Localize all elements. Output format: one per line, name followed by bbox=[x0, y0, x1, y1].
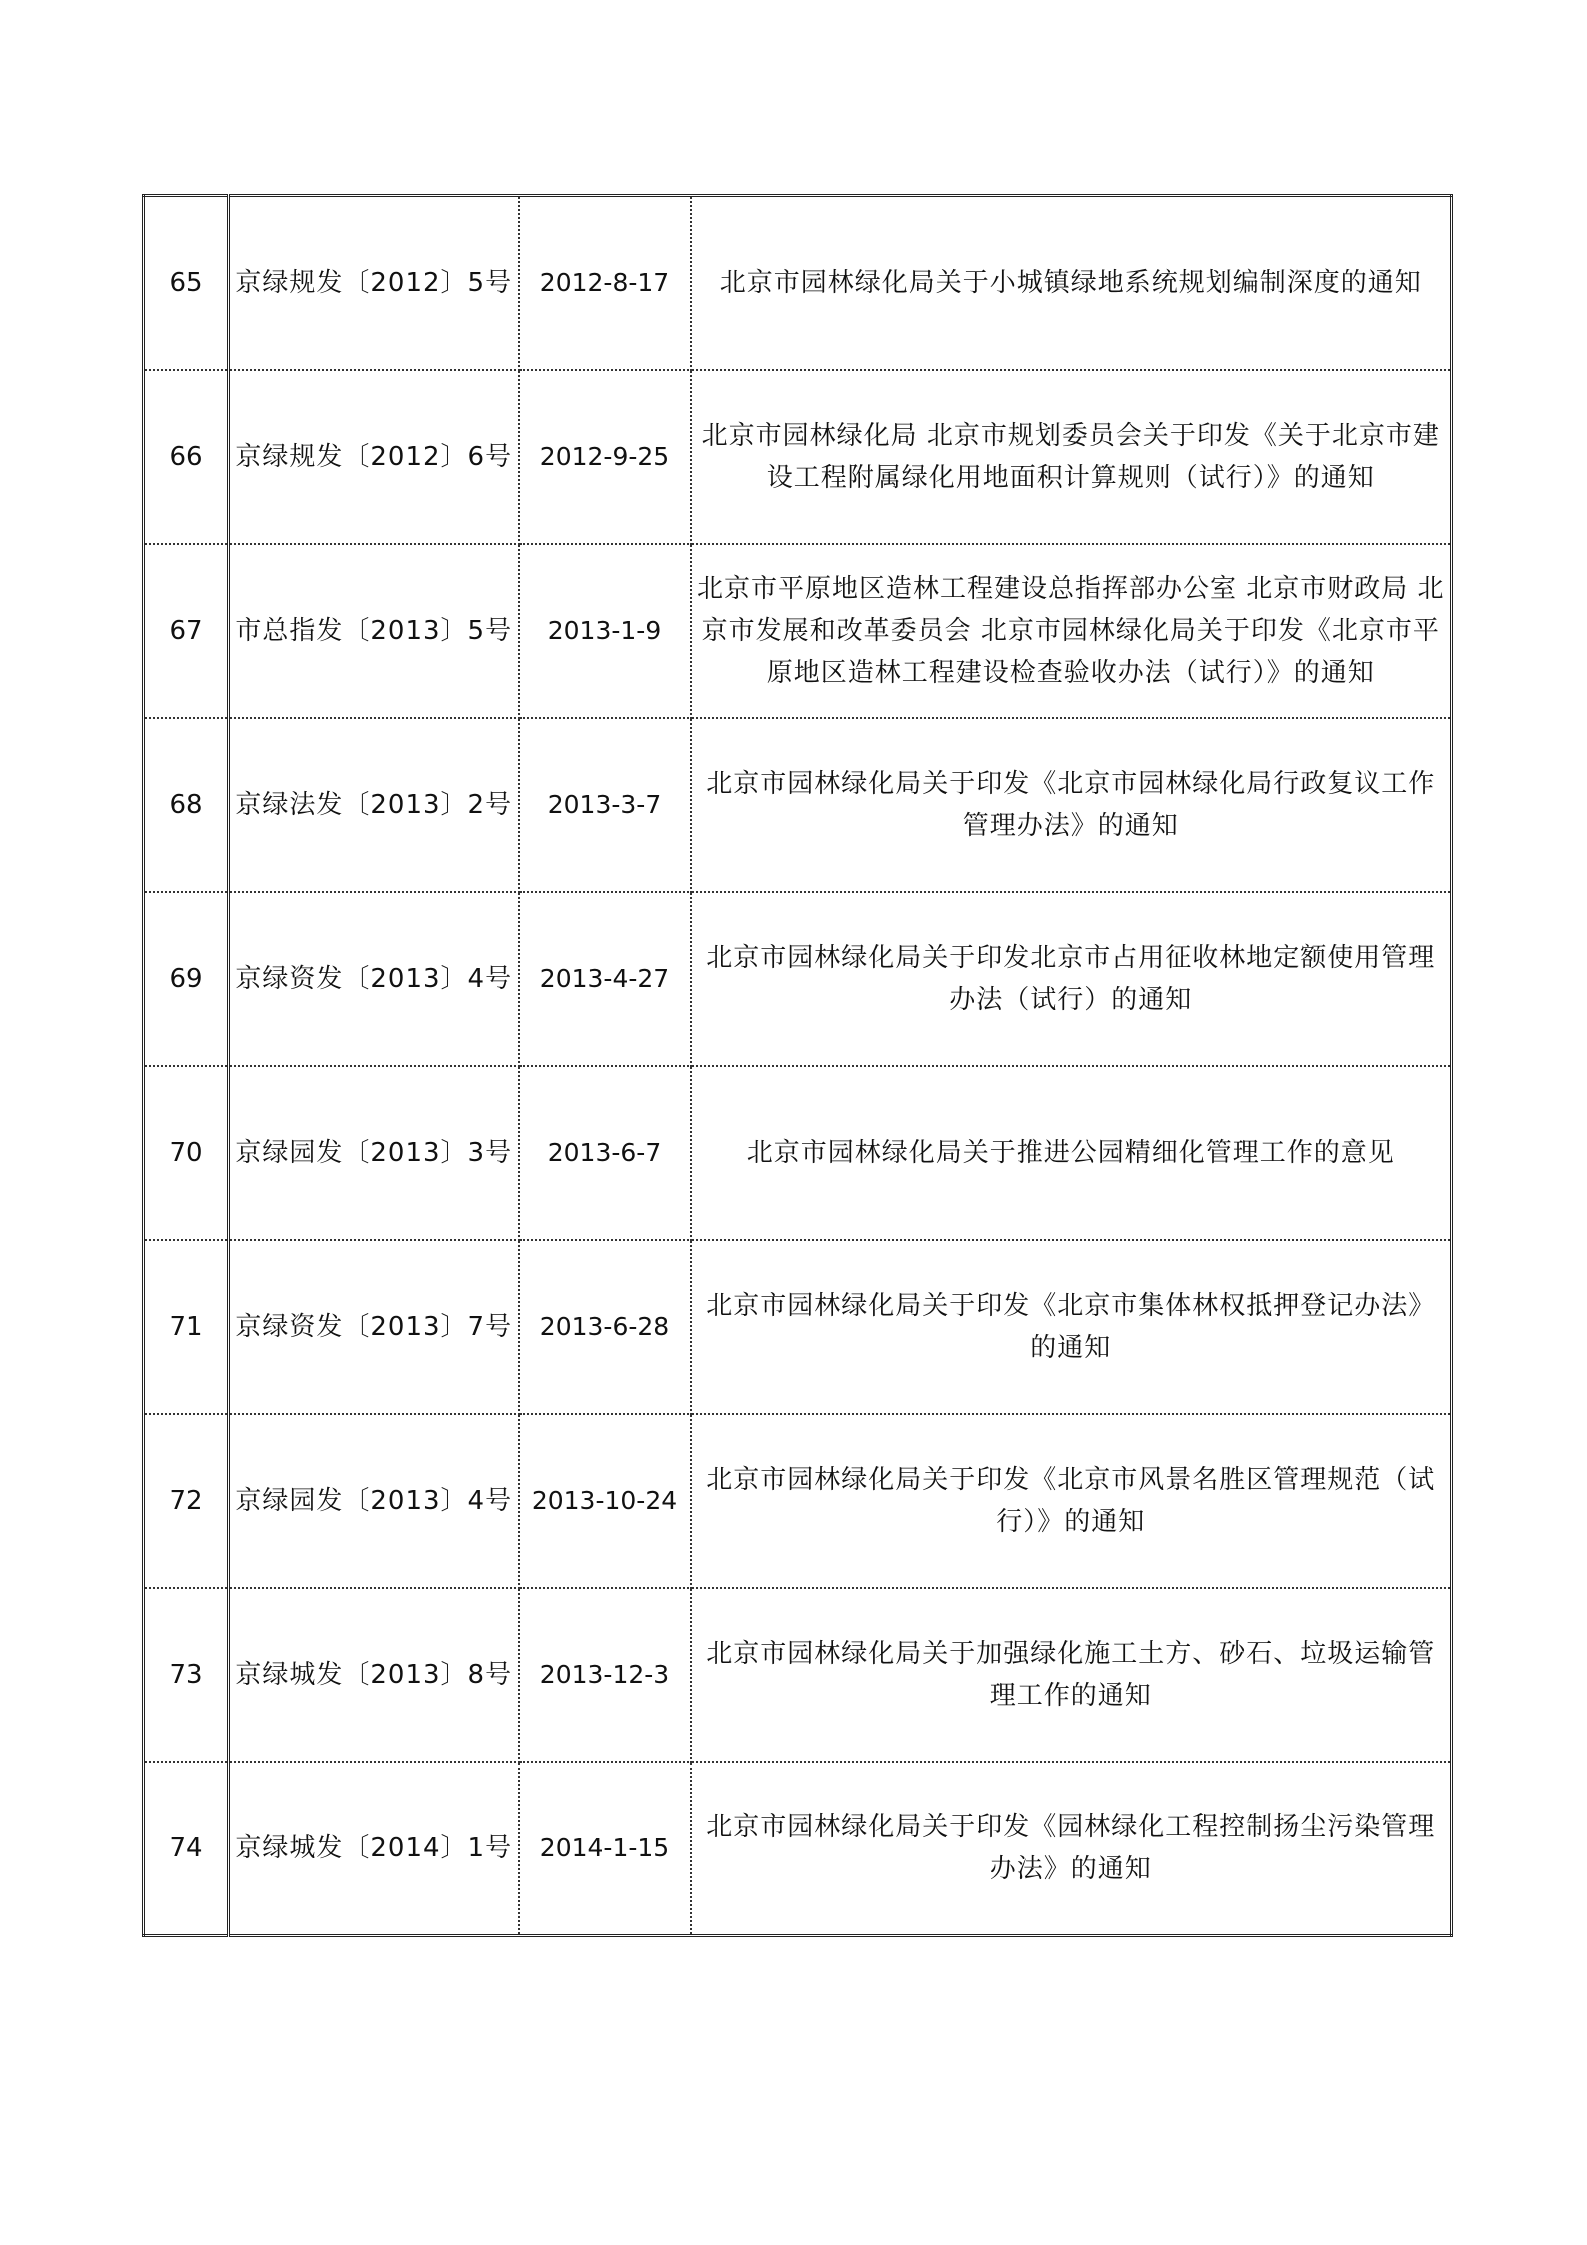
document-number: 京绿城发〔2013〕8号 bbox=[229, 1588, 519, 1762]
table-row bbox=[144, 1588, 1452, 1762]
issue-date: 2012-9-25 bbox=[519, 370, 691, 544]
document-number: 市总指发〔2013〕5号 bbox=[229, 544, 519, 718]
table-row bbox=[144, 892, 1452, 1066]
document-title: 北京市园林绿化局关于印发《北京市集体林权抵押登记办法》的通知 bbox=[691, 1240, 1452, 1414]
table-row bbox=[144, 1414, 1452, 1588]
row-number: 70 bbox=[144, 1066, 229, 1240]
document-title: 北京市园林绿化局关于推进公园精细化管理工作的意见 bbox=[691, 1066, 1452, 1240]
issue-date: 2013-12-3 bbox=[519, 1588, 691, 1762]
row-number: 71 bbox=[144, 1240, 229, 1414]
table-body bbox=[144, 196, 1452, 1936]
row-number: 67 bbox=[144, 544, 229, 718]
row-number: 73 bbox=[144, 1588, 229, 1762]
table-row bbox=[144, 544, 1452, 718]
document-title: 北京市园林绿化局关于印发北京市占用征收林地定额使用管理办法（试行）的通知 bbox=[691, 892, 1452, 1066]
table-row bbox=[144, 718, 1452, 892]
row-number: 69 bbox=[144, 892, 229, 1066]
document-number: 京绿城发〔2014〕1号 bbox=[229, 1762, 519, 1936]
issue-date: 2013-6-7 bbox=[519, 1066, 691, 1240]
document-title: 北京市园林绿化局关于印发《园林绿化工程控制扬尘污染管理办法》的通知 bbox=[691, 1762, 1452, 1936]
row-number: 72 bbox=[144, 1414, 229, 1588]
document-number: 京绿资发〔2013〕7号 bbox=[229, 1240, 519, 1414]
table-row bbox=[144, 1066, 1452, 1240]
document-number: 京绿法发〔2013〕2号 bbox=[229, 718, 519, 892]
issue-date: 2013-3-7 bbox=[519, 718, 691, 892]
document-title: 北京市园林绿化局关于小城镇绿地系统规划编制深度的通知 bbox=[691, 196, 1452, 370]
document-number: 京绿规发〔2012〕5号 bbox=[229, 196, 519, 370]
document-number: 京绿园发〔2013〕4号 bbox=[229, 1414, 519, 1588]
issue-date: 2013-1-9 bbox=[519, 544, 691, 718]
table-row bbox=[144, 1240, 1452, 1414]
document-title: 北京市园林绿化局 北京市规划委员会关于印发《关于北京市建设工程附属绿化用地面积计算规则（试行）》的通知 bbox=[691, 370, 1452, 544]
document-number: 京绿规发〔2012〕6号 bbox=[229, 370, 519, 544]
table-row bbox=[144, 370, 1452, 544]
regulation-table bbox=[142, 194, 1453, 1937]
row-number: 66 bbox=[144, 370, 229, 544]
document-title: 北京市园林绿化局关于印发《北京市园林绿化局行政复议工作管理办法》的通知 bbox=[691, 718, 1452, 892]
issue-date: 2013-4-27 bbox=[519, 892, 691, 1066]
table-row bbox=[144, 1762, 1452, 1936]
document-number: 京绿资发〔2013〕4号 bbox=[229, 892, 519, 1066]
table-row bbox=[144, 196, 1452, 370]
issue-date: 2013-10-24 bbox=[519, 1414, 691, 1588]
issue-date: 2014-1-15 bbox=[519, 1762, 691, 1936]
row-number: 65 bbox=[144, 196, 229, 370]
row-number: 68 bbox=[144, 718, 229, 892]
issue-date: 2013-6-28 bbox=[519, 1240, 691, 1414]
document-title: 北京市园林绿化局关于加强绿化施工土方、砂石、垃圾运输管理工作的通知 bbox=[691, 1588, 1452, 1762]
document-title: 北京市平原地区造林工程建设总指挥部办公室 北京市财政局 北京市发展和改革委员会 北京市园林绿化局关于印发《北京市平原地区造林工程建设检查验收办法（试行）》的通知 bbox=[691, 544, 1452, 718]
issue-date: 2012-8-17 bbox=[519, 196, 691, 370]
row-number: 74 bbox=[144, 1762, 229, 1936]
document-number: 京绿园发〔2013〕3号 bbox=[229, 1066, 519, 1240]
document-title: 北京市园林绿化局关于印发《北京市风景名胜区管理规范（试行）》的通知 bbox=[691, 1414, 1452, 1588]
